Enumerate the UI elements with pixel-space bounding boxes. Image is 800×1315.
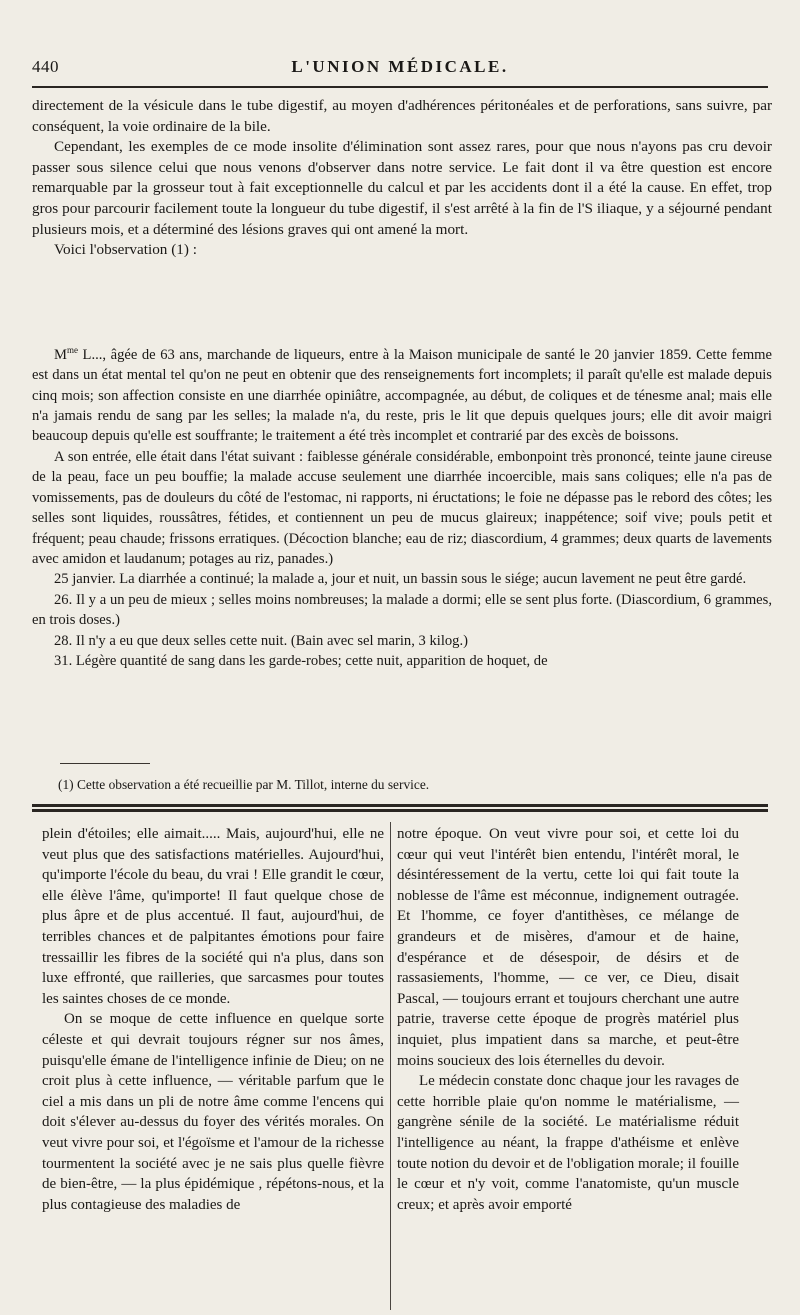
feuilleton-left-column — [42, 824, 384, 1215]
feuilleton-separator — [32, 804, 768, 807]
feuilleton-right-column — [397, 824, 739, 1215]
feuilleton-paragraph: plein d'étoiles; elle aimait..... Mais, aujourd'hui, elle ne veut plus que des satisfactions matérielles. Aujourd'hui, qu'importe l'école du beau, du vrai ! Elle grandit le cœur, elle élève l'âme, qu'importe! Il faut quelque chose de plus âpre et de plus accentué. Il faut, aujourd'hui, de terribles chances et de palpitantes émotions pour faire tressaillir les fibres de la société qui n'a plus, dans son luxe effronté, que railleries, que sarcasmes pour toutes les saintes choses de ce monde. — [42, 826, 384, 1007]
article-paragraph: Voici l'observation (1) : — [54, 241, 197, 259]
column-divider — [390, 822, 391, 1310]
journal-title: L'UNION MÉDICALE. — [291, 57, 509, 76]
article-paragraph: directement de la vésicule dans le tube digestif, au moyen d'adhérences péritonéales et de perforations, sans suivre, par conséquent, la voie ordinaire de la bile. — [32, 97, 772, 135]
observation-title-prefix: M — [54, 346, 67, 363]
footnote-rule — [60, 763, 150, 764]
observation-paragraph: 28. Il n'y a eu que deux selles cette nuit. (Bain avec sel marin, 3 kilog.) — [54, 632, 468, 649]
observation-title-sup: me — [66, 345, 78, 355]
main-article-text — [32, 96, 772, 261]
observation-paragraph: 25 janvier. La diarrhée a continué; la malade a, jour et nuit, un bassin sous le siége; aucun lavement ne peut être gardé. — [54, 571, 747, 588]
page-number: 440 — [32, 57, 59, 76]
footnote: (1) Cette observation a été recueillie par M. Tillot, interne du service. — [58, 777, 430, 792]
feuilleton-paragraph: Le médecin constate donc chaque jour les ravages de cette horrible plaie qu'on nomme le matérialisme, — gangrène sénile de la société. Le matérialisme réduit l'intelligence au néant, la frappe d'athéisme et enlève toute notion du devoir et de l'obligation morale; il fouille le cœur et n'y voit, comme l'anatomiste, qu'un muscle creux; et après avoir emporté — [397, 1073, 739, 1213]
feuilleton-paragraph: On se moque de cette influence en quelque sorte céleste et qui devrait toujours régner sur nos âmes, puisqu'elle émane de l'intelligence infinie de Dieu; on ne croit plus à cette influence, — véritable parfum que le ciel a mis dans un pli de notre âme comme l'encens qui doit s'élever au-dessus du foyer des vérités morales. On veut vivre pour soi, et l'égoïsme et l'amour de la richesse tourmentent la société avec je ne sais plus quelle fièvre de bien-être, — la plus épidémique , répétons-nous, et la plus contagieuse des maladies de — [42, 1011, 384, 1213]
observation-first-text: L..., âgée de 63 ans, marchande de liqueurs, entre à la Maison municipale de santé le 20 janvier 1859. Cette femme est dans un état mental tel qu'on ne peut en obtenir que des renseignements fort incomplets; il paraît qu'elle est malade depuis cinq mois; son affection consiste en une diarrhée opiniâtre, accompagnée, au début, de coliques et de ténesme anal; mais elle n'a jamais rendu de sang par les selles; la malade n'a, du reste, pris le lit que depuis quelques jours; elle dit avoir maigri beaucoup depuis qu'elle est souffrante; le traitement a été très incomplet et contrarié par des excès de boissons. — [32, 346, 772, 445]
feuilleton-paragraph: notre époque. On veut vivre pour soi, et cette loi du cœur qui veut l'intérêt bien entendu, l'intérêt moral, le désintéressement de la vertu, cette loi qui fait toute la noblesse de l'âme est méconnue, indignement outragée. Et l'homme, ce foyer d'antithèses, ce mélange de grandeurs et de misères, d'amour et de haine, d'espérance et de désespoir, de désirs et de rassasiements, l'homme, — ce ver, ce Dieu, disait Pascal, — toujours errant et toujours cherchant une autre patrie, traverse cette époque de progrès matériel plus inquiet, plus impatient dans sa marche, et peut-être moins soucieux des lois éternelles du devoir. — [397, 826, 739, 1069]
feuilleton-separator — [32, 809, 768, 812]
header-rule — [32, 86, 768, 88]
article-paragraph: Cependant, les exemples de ce mode insolite d'élimination sont assez rares, pour que nous n'ayons pas cru devoir passer sous silence celui que nous venons d'observer dans notre service. Le fait dont il va être question est encore remarquable par la grosseur tout à fait exceptionnelle du calcul et par les accidents dont il a été la cause. En effet, trop gros pour parcourir facilement toute la longueur du tube digestif, il s'est arrêté à la fin de l'S iliaque, y a séjourné pendant plusieurs mois, et a déterminé des lésions graves qui ont amené la mort. — [32, 138, 772, 238]
observation-text — [32, 340, 772, 671]
observation-paragraph: A son entrée, elle était dans l'état suivant : faiblesse générale considérable, embonpoint très prononcé, teinte jaune cireuse de la peau, face un peu bouffie; la malade accuse seulement une diarrhée incoercible, mais sans coliques; elle n'a pas de vomissements, pas de douleurs du côté de l'estomac, ni rapports, ni éructations; le foie ne dépasse pas le rebord des côtes; les selles sont liquides, roussâtres, fétides, et contiennent un peu de mucus glaireux; inappétence; soif vive; pouls petit et fréquent; peau chaude; frissons erratiques. (Décoction blanche; eau de riz; diascordium, 4 grammes; deux quarts de lavements avec amidon et laudanum; potages au riz, panades.) — [32, 448, 772, 567]
observation-paragraph: 26. Il y a un peu de mieux ; selles moins nombreuses; la malade a dormi; elle se sent plus forte. (Diascordium, 6 grammes, en trois doses.) — [32, 591, 772, 629]
observation-paragraph: 31. Légère quantité de sang dans les garde-robes; cette nuit, apparition de hoquet, de — [54, 652, 548, 669]
observation-paragraph — [32, 340, 772, 447]
page-header — [32, 57, 768, 79]
